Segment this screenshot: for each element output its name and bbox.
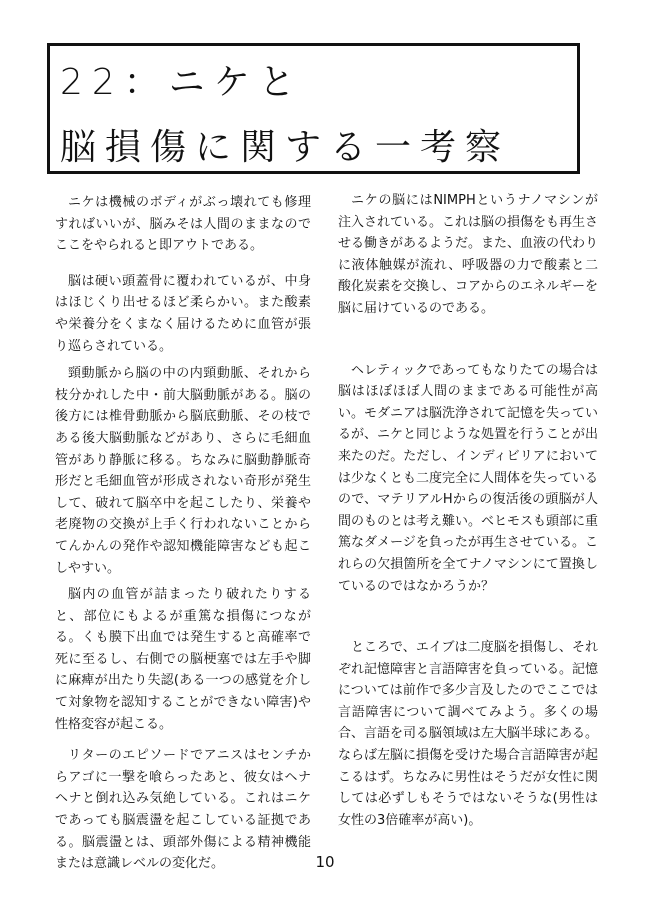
page-number: 10 [315,853,335,871]
right-text-column [338,190,598,831]
paragraph: ニケは機械のボディがぶっ壊れても修理すればいいが、脳みそは人間のままなのでここをやられると即アウトである。 [55,195,311,254]
left-text-column [55,192,311,875]
paragraph: 脳は硬い頭蓋骨に覆われているが、中身はほじくり出せるほど柔らかい。また酸素や栄養分をくまなく届けるために血管が張り巡らされている。 [55,273,311,354]
paragraph: 脳内の血管が詰まったり破れたりすると、部位にもよるが重篤な損傷につながる。くも膜下出血では発生すると高確率で死に至るし、右側での脳梗塞では左手や脚に麻痺が出たり失認(ある一つの感覚を介して対象物を認知することができない障害)や性格変容が起こる。 [55,587,311,732]
paragraph: ヘレティックであってもなりたての場合は脳はほぼほぼ人間のままである可能性が高い。モダニアは脳洗浄されて記憶を失っているが、ニケと同じような処置を行うことが出来たのだ。ただし、インディビリアにおいては少なくとも二度完全に人間体を失っているので、マテリアルHからの復活後の頭脳が人間のものとは考え難い。ベヒモスも頭部に重篤なダメージを負ったが再生させている。これらの欠損箇所を全てナノマシンにて置換しているのではなかろうか？ [338,362,599,594]
paragraph: 頸動脈から脳の中の内頸動脈、それから枝分かれした中・前大脳動脈がある。脳の後方には椎骨動脈から脳底動脈、その枝である後大脳動脈などがあり、さらに毛細血管があり静脈に移る。ちなみに脳動静脈奇形だと毛細血管が形成されない奇形が発生して、破れて脳卒中を起こしたり、栄養や老廃物の交換が上手く行われないことからてんかんの発作や認知機能障害なども起こしやすい。 [55,366,311,576]
chapter-title-box [47,43,580,174]
chapter-title-line-2: 脳損傷に関する一考察 [60,127,511,168]
chapter-title-line-1: 22：ニケと [60,62,304,103]
paragraph: リターのエピソードでアニスはセンチからアゴに一撃を喰らったあと、彼女はヘナヘナと倒れ込み気絶している。これはニケであっても脳震盪を起こしている証拠である。脳震盪とは、頭部外傷による精神機能または意識レベルの変化だ。 [55,748,311,872]
paragraph: ニケの脳にはNIMPHというナノマシンが注入されている。これは脳の損傷をも再生させる働きがあるようだ。また、血液の代わりに液体触媒が流れ、呼吸器の力で酸素と二酸化炭素を交換し、コアからのエネルギーを脳に届けているのである。 [338,193,599,316]
paragraph: ところで、エイブは二度脳を損傷し、それぞれ記憶障害と言語障害を負っている。記憶については前作で多少言及したのでここでは言語障害について調べてみよう。多くの場合、言語を司る脳領域は左大脳半球にある。ならば左脳に損傷を受けた場合言語障害が起こるはず。ちなみに男性はそうだが女性に関しては必ずしもそうではないそうな(男性は女性の3倍確率が高い)。 [338,640,599,828]
